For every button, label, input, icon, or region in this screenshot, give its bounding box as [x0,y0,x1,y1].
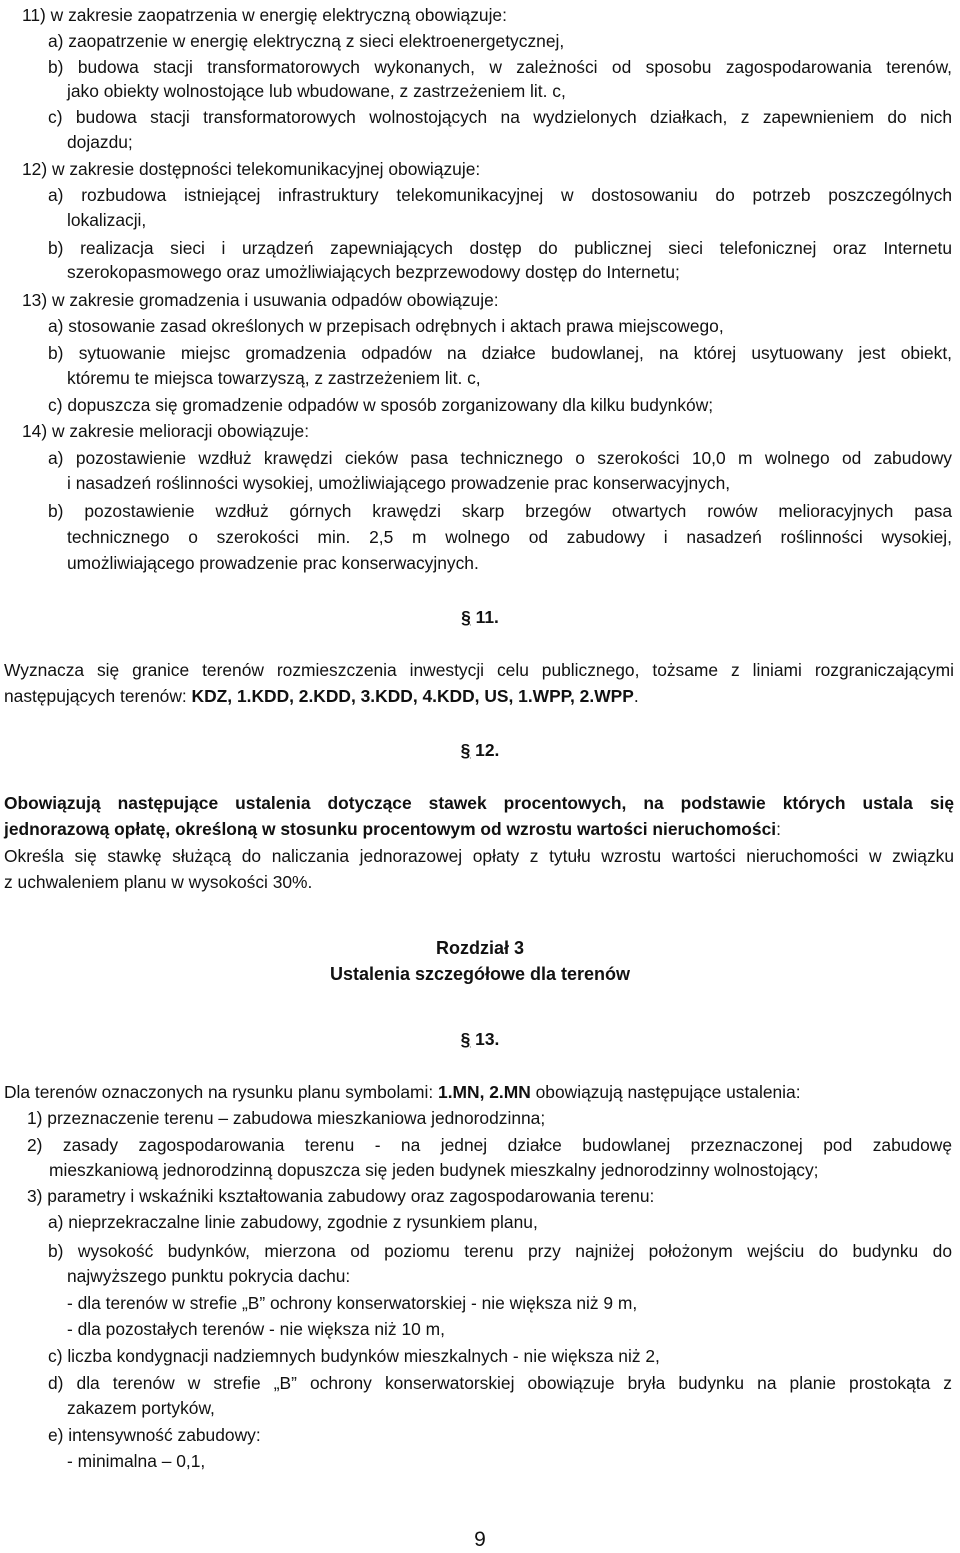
section-sign: § [460,740,471,760]
item-2-cont: mieszkaniową jednorodzinną dopuszcza się jeden budynek mieszkalny jednorodzinny wolnostojący; [49,1160,819,1180]
item-11a: a) zaopatrzenie w energię elektryczną z sieci elektroenergetycznej, [48,31,565,51]
mn-symbols: 1.MN, 2.MN [438,1082,531,1102]
paragraph-12-bold1: Obowiązują następujące ustalenia dotyczące stawek procentowych, na podstawie których ustala się [4,793,954,813]
item-3: 3) parametry i wskaźniki kształtowania zabudowy oraz zagospodarowania terenu: [27,1186,655,1206]
item-11b-cont: jako obiekty wolnostojące lub wbudowane, z zastrzeżeniem lit. c, [67,81,566,101]
item-13b-cont: któremu te miejsca towarzyszą, z zastrzeżeniem lit. c, [67,368,481,388]
item-14b-cont2: umożliwiającego prowadzenie prac konserwacyjnych. [67,553,479,573]
page-number: 9 [474,1528,486,1551]
item-12b: b) realizacja sieci i urządzeń zapewniających dostęp do publicznej sieci telefonicznej oraz Internetu [48,238,952,258]
section-sign: § [460,1029,471,1049]
item-3e: e) intensywność zabudowy: [48,1425,261,1445]
paragraph-12-line3: Określa się stawkę służącą do naliczania jednorazowej opłaty z tytułu wzrostu wartości nieruchomości w związku [4,846,954,866]
section-sign: § [461,607,471,627]
paragraph-number: 12. [475,740,500,760]
paragraph-13-intro: Dla terenów oznaczonych na rysunku planu symbolami: 1.MN, 2.MN obowiązują następujące ustalenia: [4,1082,801,1102]
item-3b-dash1: - dla terenów w strefie „B” ochrony konserwatorskiej - nie większa niż 9 m, [67,1293,638,1313]
item-13a: a) stosowanie zasad określonych w przepisach odrębnych i aktach prawa miejscowego, [48,316,724,336]
item-3b: b) wysokość budynków, mierzona od poziomu terenu przy najniżej położonym wejściu do budynku do [48,1241,952,1261]
chapter-title: Rozdział 3 [435,938,524,958]
item-14b: b) pozostawienie wzdłuż górnych krawędzi skarp brzegów otwartych rowów melioracyjnych pasa [48,501,952,521]
item-11: 11) w zakresie zaopatrzenia w energię elektryczną obowiązuje: [22,5,507,25]
item-2: 2) zasady zagospodarowania terenu - na jednej działce budowlanej przeznaczonej pod zabudowę [27,1135,952,1155]
item-11c-cont: dojazdu; [67,132,133,152]
item-3b-cont: najwyższego punktu pokrycia dachu: [67,1266,351,1286]
paragraph-12-line4: z uchwaleniem planu w wysokości 30%. [4,872,313,892]
paragraph-11-line1: Wyznacza się granice terenów rozmieszczenia inwestycji celu publicznego, tożsame z liniami rozgraniczającymi [4,660,954,680]
item-12a-cont: lokalizacji, [67,210,147,230]
paragraph-number: 13. [475,1029,500,1049]
item-3b-dash2: - dla pozostałych terenów - nie większa niż 10 m, [67,1319,445,1339]
item-14a-cont: i nasadzeń roślinności wysokiej, umożliwiającego prowadzenie prac konserwacyjnych, [67,473,731,493]
item-12a: a) rozbudowa istniejącej infrastruktury telekomunikacyjnej w dostosowaniu do potrzeb poszczególnych [48,185,952,205]
item-13c: c) dopuszcza się gromadzenie odpadów w sposób zorganizowany dla kilku budynków; [48,395,714,415]
item-11c: c) budowa stacji transformatorowych wolnostojących na wydzielonych działkach, z zapewnieniem do nich [48,107,952,127]
item-3e-dash1: - minimalna – 0,1, [67,1451,206,1471]
item-12: 12) w zakresie dostępności telekomunikacyjnej obowiązuje: [22,159,481,179]
item-14a: a) pozostawienie wzdłuż krawędzi cieków pasa technicznego o szerokości 10,0 m wolnego od zabudowy [48,448,952,468]
paragraph-number: 11. [475,607,499,627]
paragraph-13-heading [0,1028,960,1050]
item-1: 1) przeznaczenie terenu – zabudowa mieszkaniowa jednorodzinna; [27,1108,546,1128]
item-14b-cont: technicznego o szerokości min. 2,5 m wolnego od zabudowy i nasadzeń roślinności wysokiej, [67,527,952,547]
item-3c: c) liczba kondygnacji nadziemnych budynków mieszkalnych - nie większa niż 2, [48,1346,660,1366]
terrain-symbols: KDZ, 1.KDD, 2.KDD, 3.KDD, 4.KDD, US, 1.WPP, 2.WPP [191,686,634,706]
item-3d: d) dla terenów w strefie „B” ochrony konserwatorskiej obowiązuje bryła budynku na planie prostokąta z [48,1373,952,1393]
item-3d-cont: zakazem portyków, [67,1398,215,1418]
item-12b-cont: szerokopasmowego oraz umożliwiających bezprzewodowy dostęp do Internetu; [67,262,680,282]
item-13: 13) w zakresie gromadzenia i usuwania odpadów obowiązuje: [22,290,499,310]
paragraph-12-bold2: jednorazową opłatę, określoną w stosunku procentowym od wzrostu wartości nieruchomości: [4,819,781,839]
paragraph-11-line2: następujących terenów: KDZ, 1.KDD, 2.KDD, 3.KDD, 4.KDD, US, 1.WPP, 2.WPP. [4,686,639,706]
paragraph-12-heading [0,739,960,761]
paragraph-11-heading [0,606,960,628]
item-3a: a) nieprzekraczalne linie zabudowy, zgodnie z rysunkiem planu, [48,1212,538,1232]
item-14: 14) w zakresie melioracji obowiązuje: [22,421,310,441]
item-11b: b) budowa stacji transformatorowych wykonanych, w zależności od sposobu zagospodarowania terenów, [48,57,952,77]
chapter-subtitle: Ustalenia szczegółowe dla terenów [329,964,631,984]
item-13b: b) sytuowanie miejsc gromadzenia odpadów na działce budowlanej, na której usytuowany jest obiekt, [48,343,952,363]
